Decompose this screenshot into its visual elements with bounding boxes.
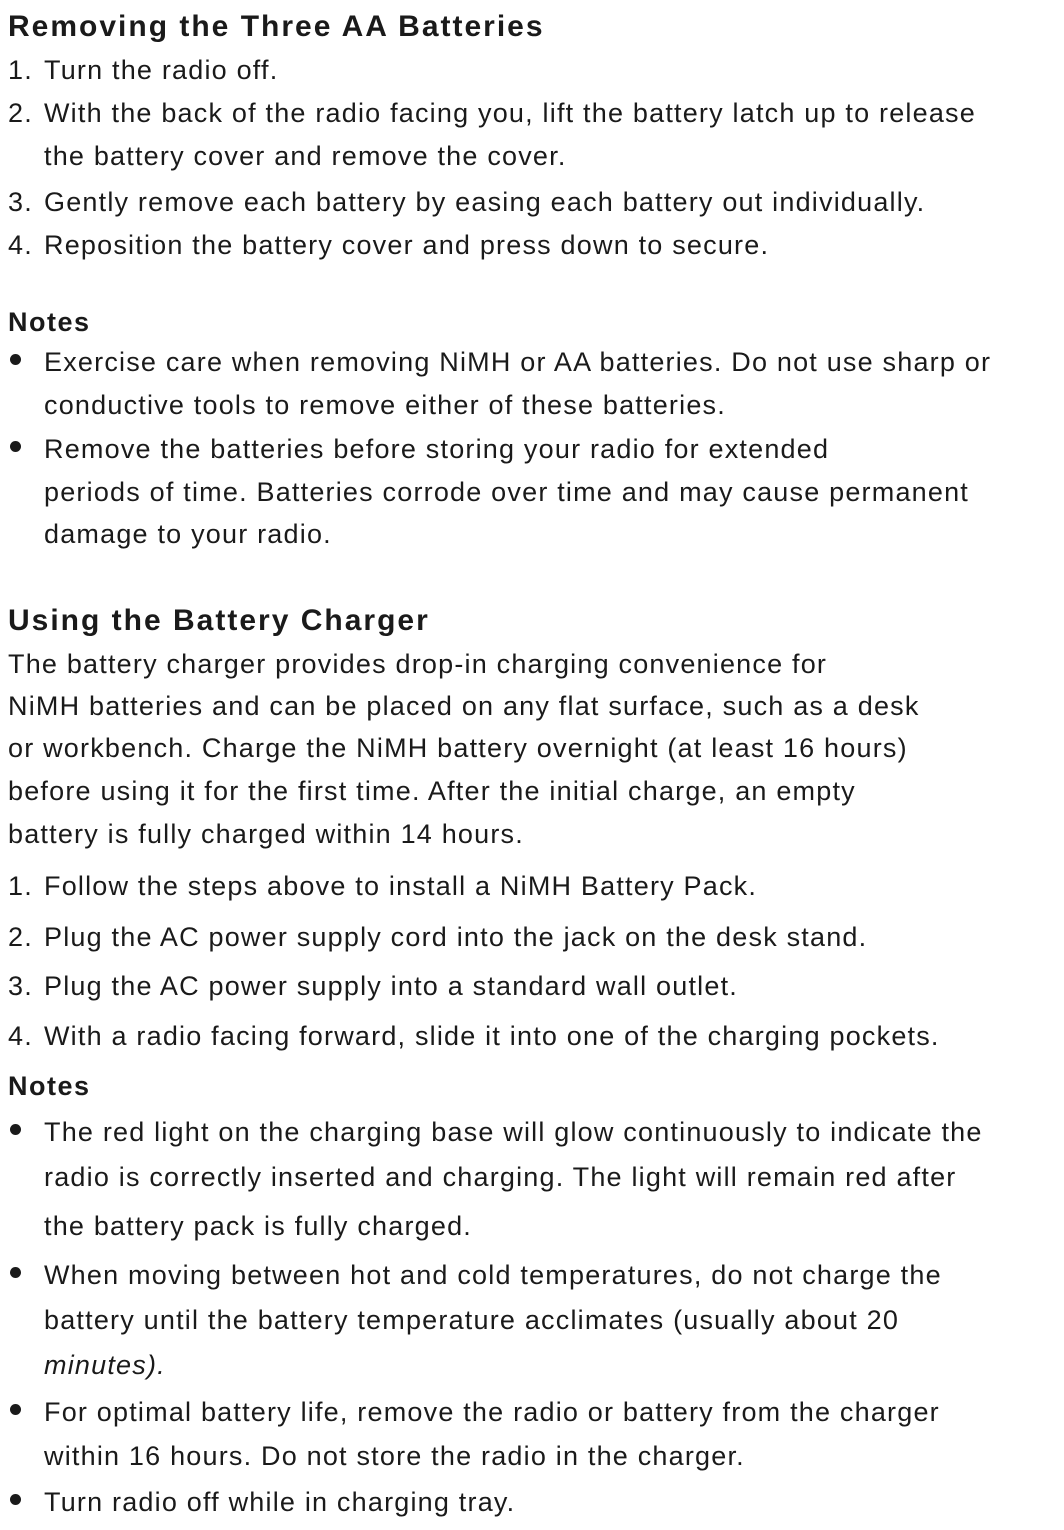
step-number: 2.	[8, 922, 33, 952]
note-text: Turn radio off while in charging tray.	[44, 1487, 516, 1517]
step-number: 1.	[8, 55, 33, 85]
note-text-continued: battery until the battery temperature acclimates (usually about 20	[44, 1305, 900, 1335]
step-text: Gently remove each battery by easing each battery out individually.	[44, 187, 926, 217]
step-number: 4.	[8, 230, 33, 260]
bullet-icon	[10, 1494, 21, 1505]
step-text: With the back of the radio facing you, lift the battery latch up to release	[44, 98, 976, 128]
section-heading-removing-batteries: Removing the Three AA Batteries	[8, 10, 545, 43]
note-text: For optimal battery life, remove the radio or battery from the charger	[44, 1397, 940, 1427]
intro-paragraph-line: or workbench. Charge the NiMH battery overnight (at least 16 hours)	[8, 733, 908, 763]
bullet-icon	[10, 354, 21, 365]
section-heading-battery-charger: Using the Battery Charger	[8, 604, 430, 637]
step-number: 1.	[8, 871, 33, 901]
note-text-continued: damage to your radio.	[44, 519, 332, 549]
step-text-continued: the battery cover and remove the cover.	[44, 141, 567, 171]
step-text: Turn the radio off.	[44, 55, 279, 85]
step-text: Plug the AC power supply into a standard wall outlet.	[44, 971, 738, 1001]
note-text: The red light on the charging base will glow continuously to indicate the	[44, 1117, 983, 1147]
step-number: 3.	[8, 187, 33, 217]
note-text-continued: conductive tools to remove either of these batteries.	[44, 390, 726, 420]
intro-paragraph-line: battery is fully charged within 14 hours.	[8, 819, 524, 849]
note-text-continued: radio is correctly inserted and charging. The light will remain red after	[44, 1162, 957, 1192]
step-text: With a radio facing forward, slide it into one of the charging pockets.	[44, 1021, 940, 1051]
intro-paragraph-line: before using it for the first time. After the initial charge, an empty	[8, 776, 856, 806]
note-text: Remove the batteries before storing your radio for extended	[44, 434, 830, 464]
bullet-icon	[10, 441, 21, 452]
step-text: Reposition the battery cover and press down to secure.	[44, 230, 770, 260]
step-number: 4.	[8, 1021, 33, 1051]
note-text-continued: within 16 hours. Do not store the radio in the charger.	[44, 1441, 745, 1471]
intro-paragraph-line: The battery charger provides drop-in charging convenience for	[8, 649, 828, 679]
step-number: 3.	[8, 971, 33, 1001]
bullet-icon	[10, 1404, 21, 1415]
step-number: 2.	[8, 98, 33, 128]
note-text-continued: periods of time. Batteries corrode over time and may cause permanent	[44, 477, 970, 507]
step-text: Plug the AC power supply cord into the jack on the desk stand.	[44, 922, 868, 952]
intro-paragraph-line: NiMH batteries and can be placed on any flat surface, such as a desk	[8, 691, 920, 721]
step-text: Follow the steps above to install a NiMH Battery Pack.	[44, 871, 758, 901]
note-text-continued: the battery pack is fully charged.	[44, 1211, 473, 1241]
bullet-icon	[10, 1124, 21, 1135]
notes-heading: Notes	[8, 1071, 91, 1101]
note-text-continued: minutes).	[44, 1350, 166, 1380]
notes-heading: Notes	[8, 307, 91, 337]
note-text: Exercise care when removing NiMH or AA batteries. Do not use sharp or	[44, 347, 992, 377]
bullet-icon	[10, 1267, 21, 1278]
note-text: When moving between hot and cold temperatures, do not charge the	[44, 1260, 942, 1290]
